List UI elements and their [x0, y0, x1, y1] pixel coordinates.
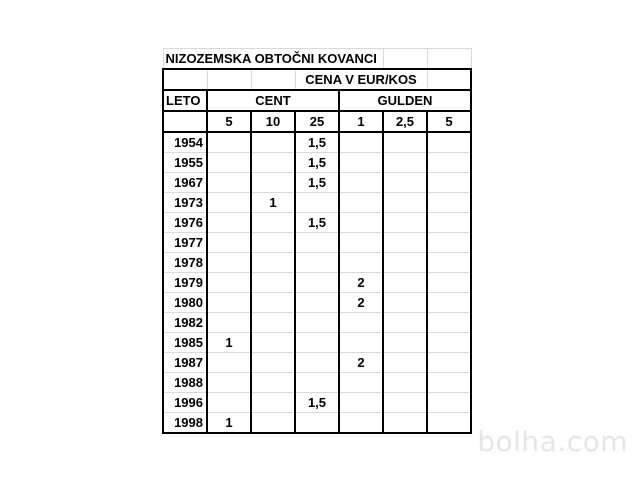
- price-cell: [383, 373, 427, 393]
- price-cell: [295, 293, 339, 313]
- price-cell: [251, 132, 295, 153]
- price-cell: [207, 132, 251, 153]
- price-cell: [427, 193, 471, 213]
- price-cell: [295, 373, 339, 393]
- price-cell: [251, 393, 295, 413]
- price-cell: [383, 153, 427, 173]
- table-row: [163, 193, 471, 213]
- price-cell: [207, 393, 251, 413]
- price-cell: [427, 132, 471, 153]
- denomination-cell: 5: [207, 111, 251, 132]
- price-cell: [383, 353, 427, 373]
- price-cell: [427, 213, 471, 233]
- price-cell: [339, 132, 383, 153]
- price-cell: 1,5: [295, 173, 339, 193]
- price-cell: 1,5: [295, 132, 339, 153]
- price-cell: [427, 313, 471, 333]
- denomination-cell: 10: [251, 111, 295, 132]
- group-header-row: [163, 90, 471, 111]
- price-cell: [295, 253, 339, 273]
- denomination-cell: 2,5: [383, 111, 427, 132]
- price-cell: [383, 193, 427, 213]
- price-cell: [427, 173, 471, 193]
- table-row: [163, 273, 471, 293]
- price-cell: [295, 413, 339, 434]
- year-cell: 1954: [163, 132, 207, 153]
- table-title: NIZOZEMSKA OBTOČNI KOVANCI: [163, 49, 383, 70]
- price-cell: 1: [207, 333, 251, 353]
- year-cell: 1979: [163, 273, 207, 293]
- price-cell: [383, 273, 427, 293]
- table-row: [163, 333, 471, 353]
- price-cell: [383, 213, 427, 233]
- price-cell: [207, 293, 251, 313]
- price-cell: [207, 233, 251, 253]
- denomination-row: [163, 111, 471, 132]
- price-cell: [339, 393, 383, 413]
- price-cell: [251, 373, 295, 393]
- price-cell: [427, 333, 471, 353]
- table-row: [163, 353, 471, 373]
- price-cell: [427, 393, 471, 413]
- price-cell: [339, 413, 383, 434]
- year-cell: 1955: [163, 153, 207, 173]
- price-cell: [207, 313, 251, 333]
- price-cell: [295, 193, 339, 213]
- price-cell: [427, 253, 471, 273]
- year-cell: 1987: [163, 353, 207, 373]
- price-cell: [295, 233, 339, 253]
- leto-header: LETO: [163, 90, 207, 111]
- table-row: [163, 313, 471, 333]
- price-cell: [251, 253, 295, 273]
- table-row: [163, 233, 471, 253]
- price-cell: [383, 132, 427, 153]
- year-cell: 1985: [163, 333, 207, 353]
- price-cell: [339, 193, 383, 213]
- price-cell: [251, 153, 295, 173]
- price-cell: [427, 233, 471, 253]
- price-cell: [427, 413, 471, 434]
- price-cell: [251, 353, 295, 373]
- price-cell: [251, 213, 295, 233]
- year-cell: 1980: [163, 293, 207, 313]
- price-cell: [295, 353, 339, 373]
- price-cell: [251, 333, 295, 353]
- year-cell: 1977: [163, 233, 207, 253]
- price-cell: [383, 393, 427, 413]
- denomination-cell: 5: [427, 111, 471, 132]
- table-row: [163, 253, 471, 273]
- price-cell: [383, 173, 427, 193]
- price-cell: [251, 173, 295, 193]
- year-cell: 1998: [163, 413, 207, 434]
- price-cell: [339, 173, 383, 193]
- price-cell: 1,5: [295, 153, 339, 173]
- coin-price-table: [162, 48, 472, 434]
- price-cell: [339, 253, 383, 273]
- table-row: [163, 393, 471, 413]
- price-cell: [251, 273, 295, 293]
- price-cell: [207, 253, 251, 273]
- price-cell: [427, 293, 471, 313]
- price-cell: 1: [207, 413, 251, 434]
- price-cell: 2: [339, 353, 383, 373]
- table-row: [163, 413, 471, 434]
- price-cell: 1,5: [295, 213, 339, 233]
- price-cell: [207, 353, 251, 373]
- watermark: bolha.com: [477, 425, 628, 458]
- year-cell: 1973: [163, 193, 207, 213]
- price-cell: [295, 333, 339, 353]
- price-cell: 1,5: [295, 393, 339, 413]
- price-cell: [207, 153, 251, 173]
- price-cell: [383, 253, 427, 273]
- year-cell: 1976: [163, 213, 207, 233]
- price-cell: [383, 313, 427, 333]
- price-cell: [339, 373, 383, 393]
- price-cell: [251, 293, 295, 313]
- price-header-row: [163, 69, 471, 90]
- table-row: [163, 173, 471, 193]
- price-cell: [207, 273, 251, 293]
- denomination-cell: 1: [339, 111, 383, 132]
- year-cell: 1978: [163, 253, 207, 273]
- year-cell: 1988: [163, 373, 207, 393]
- price-cell: [207, 173, 251, 193]
- year-cell: 1996: [163, 393, 207, 413]
- cent-header: CENT: [207, 90, 339, 111]
- title-row: [163, 49, 471, 70]
- price-cell: [339, 153, 383, 173]
- price-cell: [383, 333, 427, 353]
- price-cell: [251, 313, 295, 333]
- price-cell: [427, 353, 471, 373]
- price-header: CENA V EUR/KOS: [295, 69, 427, 90]
- price-cell: [427, 373, 471, 393]
- table-row: [163, 293, 471, 313]
- price-cell: [383, 293, 427, 313]
- price-cell: 2: [339, 293, 383, 313]
- price-cell: [427, 153, 471, 173]
- price-cell: [295, 313, 339, 333]
- price-cell: 2: [339, 273, 383, 293]
- price-cell: [427, 273, 471, 293]
- price-cell: [207, 193, 251, 213]
- denomination-cell: 25: [295, 111, 339, 132]
- table-row: [163, 132, 471, 153]
- price-cell: [339, 313, 383, 333]
- price-cell: [295, 273, 339, 293]
- price-cell: [383, 413, 427, 434]
- year-cell: 1967: [163, 173, 207, 193]
- price-cell: [339, 233, 383, 253]
- price-cell: [207, 373, 251, 393]
- price-cell: 1: [251, 193, 295, 213]
- price-cell: [251, 233, 295, 253]
- table-row: [163, 373, 471, 393]
- gulden-header: GULDEN: [339, 90, 471, 111]
- price-cell: [251, 413, 295, 434]
- year-cell: 1982: [163, 313, 207, 333]
- price-cell: [339, 213, 383, 233]
- price-cell: [207, 213, 251, 233]
- price-cell: [339, 333, 383, 353]
- price-cell: [383, 233, 427, 253]
- table-row: [163, 213, 471, 233]
- table-row: [163, 153, 471, 173]
